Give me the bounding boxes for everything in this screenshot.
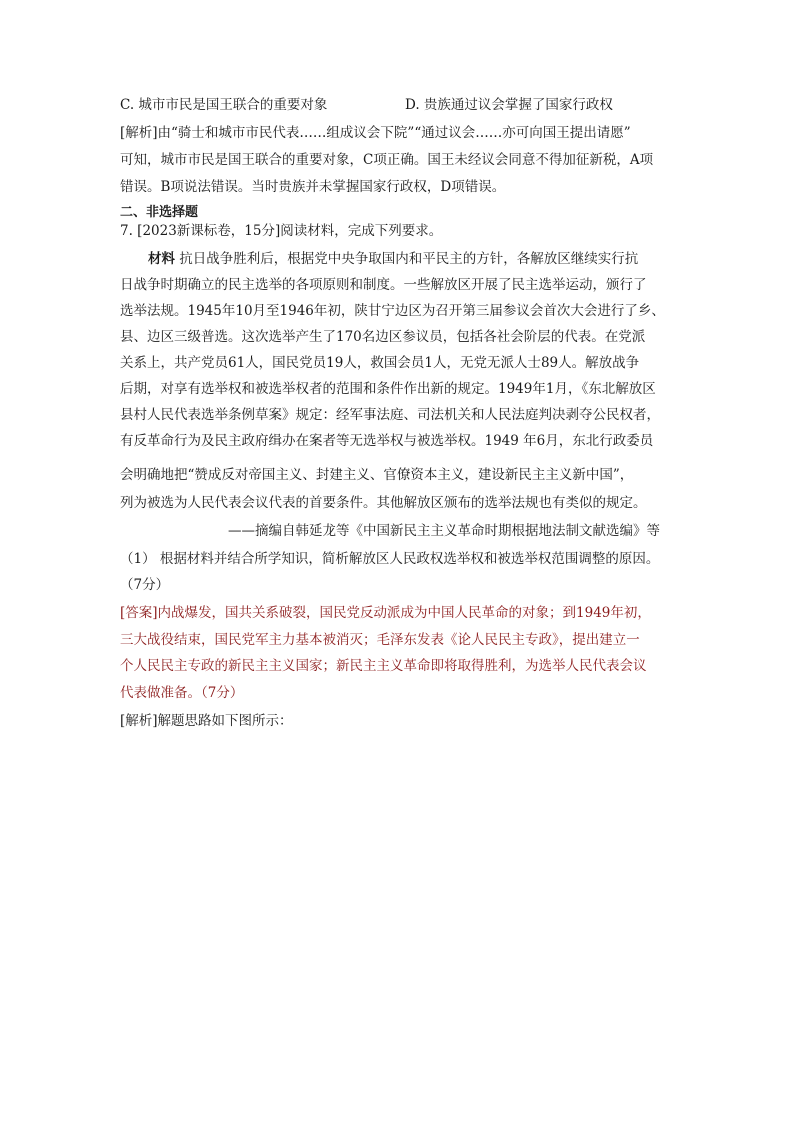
answer-line-1: [答案]内战爆发，国共关系破裂，国民党反动派成为中国人民革命的对象；到1949年初，: [120, 605, 651, 621]
option-d: [405, 96, 613, 114]
analysis-line-1: [解析]由“骑士和城市市民代表……组成议会下院”“通过议会……亦可向国王提出请愿”: [120, 125, 631, 141]
material-line-1: [148, 250, 638, 268]
option-c: [120, 96, 327, 114]
answer-line-4: 代表做准备。（7分）: [120, 685, 244, 701]
question-7: 7. [2023新课标卷，15分]阅读材料，完成下列要求。: [120, 223, 443, 239]
material-line-4: 县、边区三级普选。这次选举产生了170名边区参议员，包括各社会阶层的代表。在党派: [120, 329, 646, 345]
answer-line-3: 个人民民主专政的新民主主义国家；新民主主义革命即将取得胜利，为选举人民代表会议: [120, 658, 647, 674]
sub-question-line-2: （7分）: [120, 577, 170, 593]
material-label: 材料: [148, 251, 175, 267]
section-heading: 二、非选择题: [120, 205, 199, 220]
option-c-text: C. 城市市民是国王联合的重要对象: [120, 97, 328, 113]
material-line-9: 会明确地把“赞成反对帝国主义、封建主义、官僚资本主义，建设新民主主义新中国”，: [120, 467, 634, 483]
answer-line-2: 三大战役结束，国民党军主力基本被消灭；毛泽东发表《论人民民主专政》，提出建立一: [120, 632, 640, 648]
material-line-7: 县村人民代表选举条例草案》规定：经军事法庭、司法机关和人民法庭判决剥夺公民权者，: [120, 407, 660, 423]
material-first-line: 抗日战争胜利后，根据党中央争取国内和平民主的方针，各解放区继续实行抗: [175, 251, 639, 267]
analysis-line-2: 可知，城市市民是国王联合的重要对象，C项正确。国王未经议会同意不得加征新税，A项: [120, 152, 654, 168]
material-line-2: 日战争时期确立的民主选举的各项原则和制度。一些解放区开展了民主选举运动，颁行了: [120, 277, 647, 293]
analysis-line-3: 错误。B项说法错误。当时贵族并未掌握国家行政权，D项错误。: [120, 179, 506, 195]
material-line-3: 选举法规。1945年10月至1946年初，陕甘宁边区为召开第三届参议会首次大会进行了乡、: [120, 303, 665, 319]
material-line-8: 有反革命行为及民主政府缉办在案者等无选举权与被选举权。1949 年6月，东北行政委员: [120, 433, 654, 449]
material-line-5: 关系上，共产党员61人，国民党员19人，救国会员1人，无党无派人士89人。解放战争: [120, 355, 640, 371]
material-line-10: 列为被选为人民代表会议代表的首要条件。其他解放区颁布的选举法规也有类似的规定。: [120, 495, 647, 511]
material-line-6: 后期，对享有选举权和被选举权者的范围和条件作出新的规定。1949年1月，《东北解放区: [120, 381, 656, 397]
analysis-2: [解析]解题思路如下图所示：: [120, 713, 293, 729]
material-source: ——摘编自韩延龙等《中国新民主主义革命时期根据地法制文献选编》等: [228, 523, 660, 539]
sub-question-line-1: （1） 根据材料并结合所学知识，简析解放区人民政权选举权和被选举权范围调整的原因。: [120, 551, 660, 567]
option-d-text: D. 贵族通过议会掌握了国家行政权: [405, 97, 613, 113]
